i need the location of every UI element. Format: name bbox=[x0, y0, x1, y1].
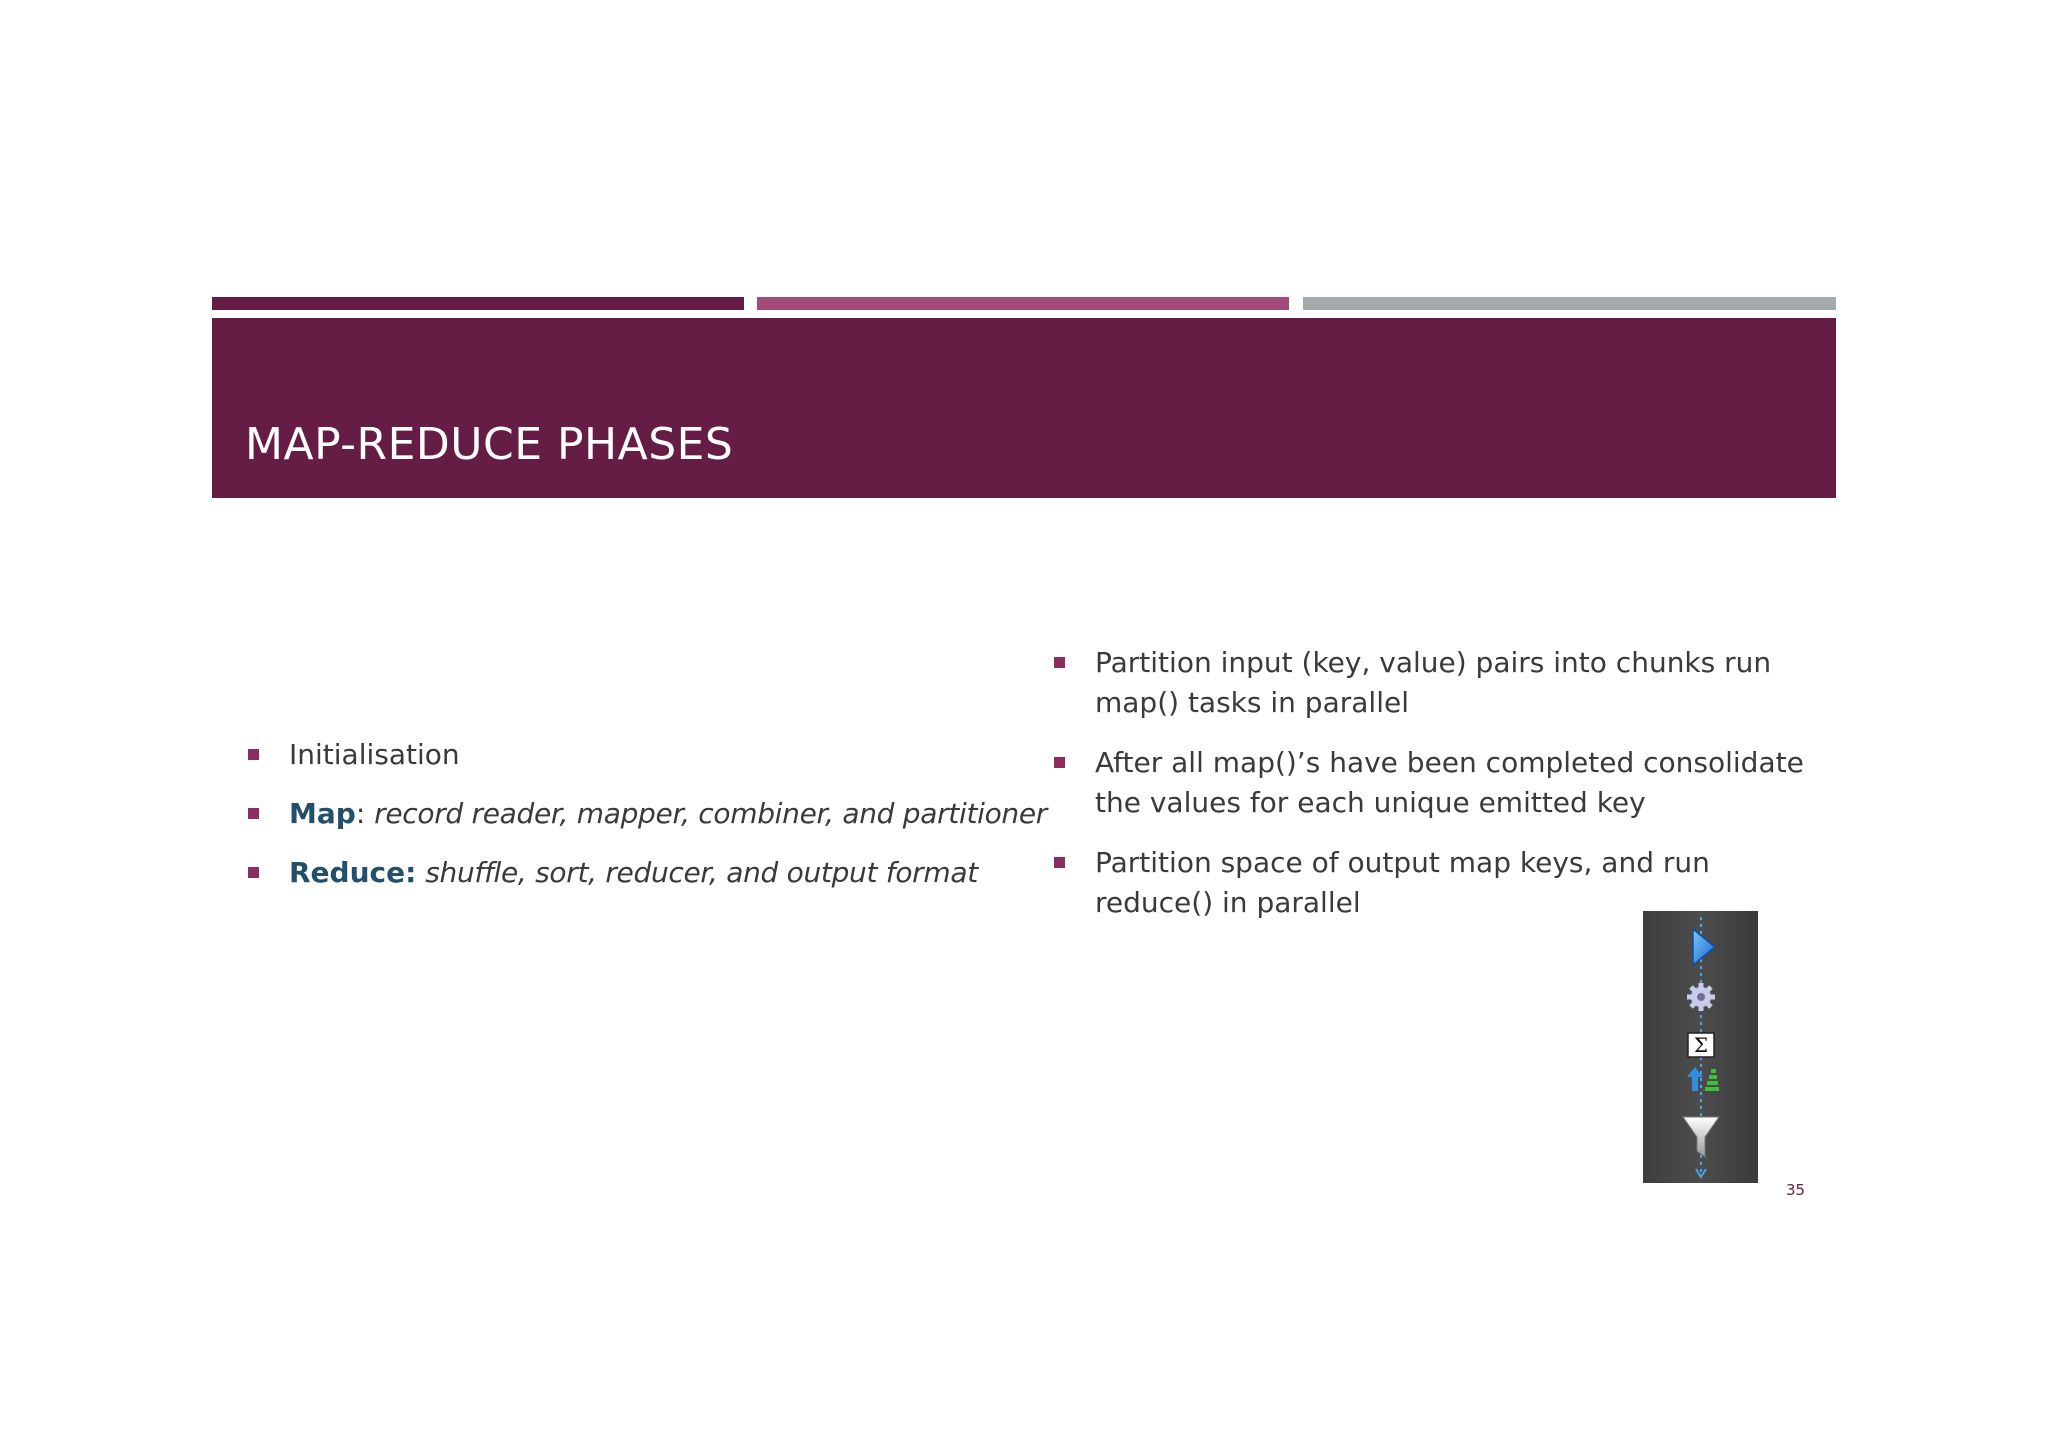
phase-separator bbox=[416, 856, 425, 889]
slide-number: 35 bbox=[1786, 1181, 1806, 1199]
phase-item-reduce bbox=[244, 853, 1024, 893]
detail-text: After all map()’s have been completed consolidate the values for each unique emitted key bbox=[1095, 746, 1804, 819]
phase-term: Reduce: bbox=[289, 856, 417, 889]
funnel-icon bbox=[1683, 1117, 1719, 1157]
mapreduce-icon-panel bbox=[1643, 911, 1758, 1183]
title-band bbox=[212, 318, 1836, 498]
accent-bar-neutral bbox=[1303, 297, 1836, 310]
phase-details-list bbox=[1050, 643, 1810, 943]
accent-bar-primary bbox=[212, 297, 744, 310]
square-bullet-icon bbox=[1054, 757, 1065, 768]
square-bullet-icon bbox=[1054, 657, 1065, 668]
gear-icon bbox=[1687, 983, 1715, 1011]
detail-text: Partition input (key, value) pairs into chunks run map() tasks in parallel bbox=[1095, 646, 1772, 719]
phase-separator: : bbox=[355, 797, 375, 830]
detail-item bbox=[1050, 643, 1810, 723]
phase-item-initialisation bbox=[244, 735, 1024, 775]
detail-item bbox=[1050, 743, 1810, 823]
sort-icon bbox=[1687, 1067, 1719, 1091]
square-bullet-icon bbox=[248, 808, 259, 819]
icon-strip bbox=[1643, 911, 1758, 1183]
square-bullet-icon bbox=[248, 749, 259, 760]
phase-term: Map bbox=[289, 797, 356, 830]
phase-description: record reader, mapper, combiner, and partitioner bbox=[374, 797, 1048, 830]
square-bullet-icon bbox=[1054, 857, 1065, 868]
slide-title: MAP-REDUCE PHASES bbox=[245, 419, 734, 470]
phase-list bbox=[244, 735, 1048, 912]
accent-bar-secondary bbox=[757, 297, 1289, 310]
phase-item-map bbox=[244, 794, 1048, 834]
sigma-icon bbox=[1688, 1033, 1714, 1057]
phase-description: shuffle, sort, reducer, and output format bbox=[425, 856, 978, 889]
square-bullet-icon bbox=[248, 867, 259, 878]
detail-text: Partition space of output map keys, and run reduce() in parallel bbox=[1095, 846, 1710, 919]
phase-label: Initialisation bbox=[289, 738, 460, 771]
play-icon bbox=[1693, 929, 1715, 965]
sigma-symbol: Σ bbox=[1693, 1033, 1709, 1057]
